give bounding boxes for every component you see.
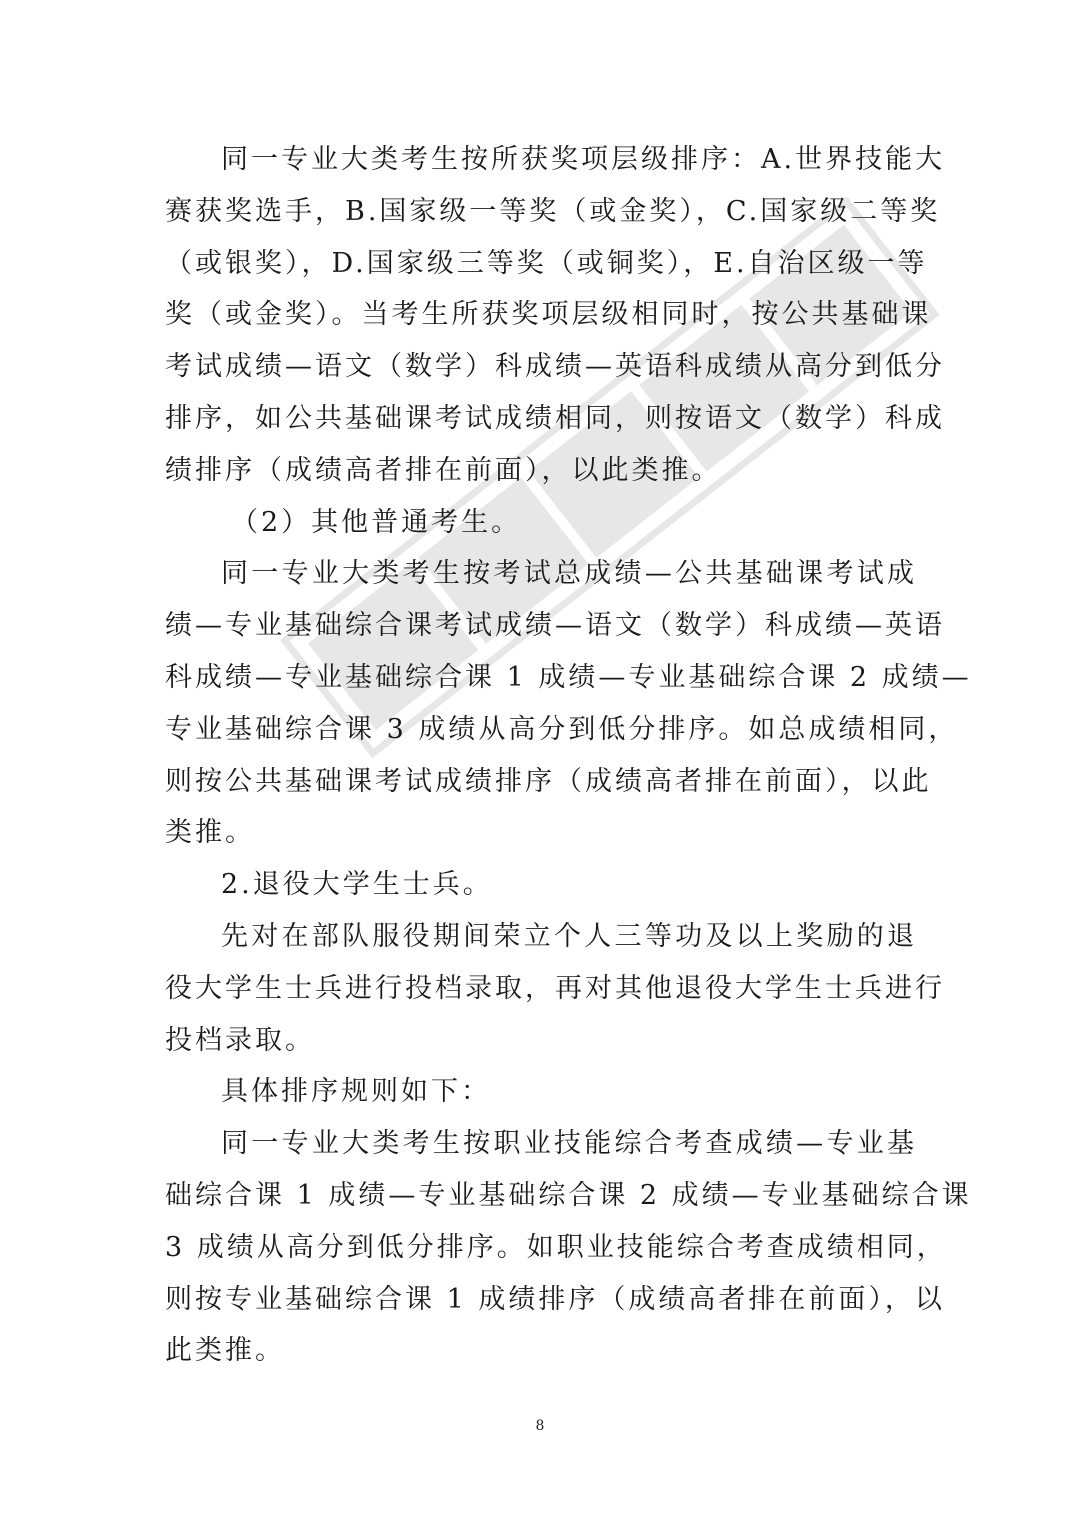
paragraph-line: 考试成绩—语文（数学）科成绩—英语科成绩从高分到低分 (165, 351, 945, 383)
paragraph-line: 专业基础综合课 3 成绩从高分到低分排序。如总成绩相同， (165, 713, 959, 745)
paragraph-line: （或银奖），D.国家级三等奖（或铜奖），E.自治区级一等 (165, 247, 928, 279)
paragraph-line: 3 成绩从高分到低分排序。如职业技能综合考查成绩相同， (165, 1231, 947, 1263)
paragraph-line: 此类推。 (165, 1335, 285, 1367)
paragraph-line: 同一专业大类考生按考试总成绩—公共基础课考试成 (221, 558, 917, 590)
paragraph-line: 排序，如公共基础课考试成绩相同，则按语文（数学）科成 (165, 402, 945, 434)
paragraph-line: 科成绩—专业基础综合课 1 成绩—专业基础综合课 2 成绩— (165, 661, 972, 693)
subheading: （2）其他普通考生。 (231, 506, 522, 538)
paragraph-line: 则按专业基础综合课 1 成绩排序（成绩高者排在前面），以 (165, 1283, 945, 1315)
paragraph-line: 础综合课 1 成绩—专业基础综合课 2 成绩—专业基础综合课 (165, 1179, 972, 1211)
paragraph-line: 役大学生士兵进行投档录取，再对其他退役大学生士兵进行 (165, 972, 945, 1004)
paragraph-line: 绩排序（成绩高者排在前面），以此类推。 (165, 454, 722, 486)
paragraph-line: 类推。 (165, 817, 255, 849)
paragraph-line: 投档录取。 (165, 1024, 315, 1056)
page-number: 8 (535, 1418, 545, 1434)
paragraph-line: 先对在部队服役期间荣立个人三等功及以上奖励的退 (221, 920, 917, 952)
paragraph-line: 绩—专业基础综合课考试成绩—语文（数学）科成绩—英语 (165, 610, 945, 642)
paragraph-line: 具体排序规则如下： (221, 1076, 491, 1108)
section-heading: 2.退役大学生士兵。 (221, 869, 493, 901)
paragraph-line: 奖（或金奖）。当考生所获奖项层级相同时，按公共基础课 (165, 299, 932, 331)
paragraph-line: 则按公共基础课考试成绩排序（成绩高者排在前面），以此 (165, 765, 932, 797)
paragraph-line: 同一专业大类考生按职业技能综合考查成绩—专业基 (221, 1128, 917, 1160)
body-text (165, 134, 972, 1377)
paragraph-line: 赛获奖选手，B.国家级一等奖（或金奖），C.国家级二等奖 (165, 195, 941, 227)
paragraph-line: 同一专业大类考生按所获奖项层级排序：A.世界技能大 (221, 144, 946, 175)
